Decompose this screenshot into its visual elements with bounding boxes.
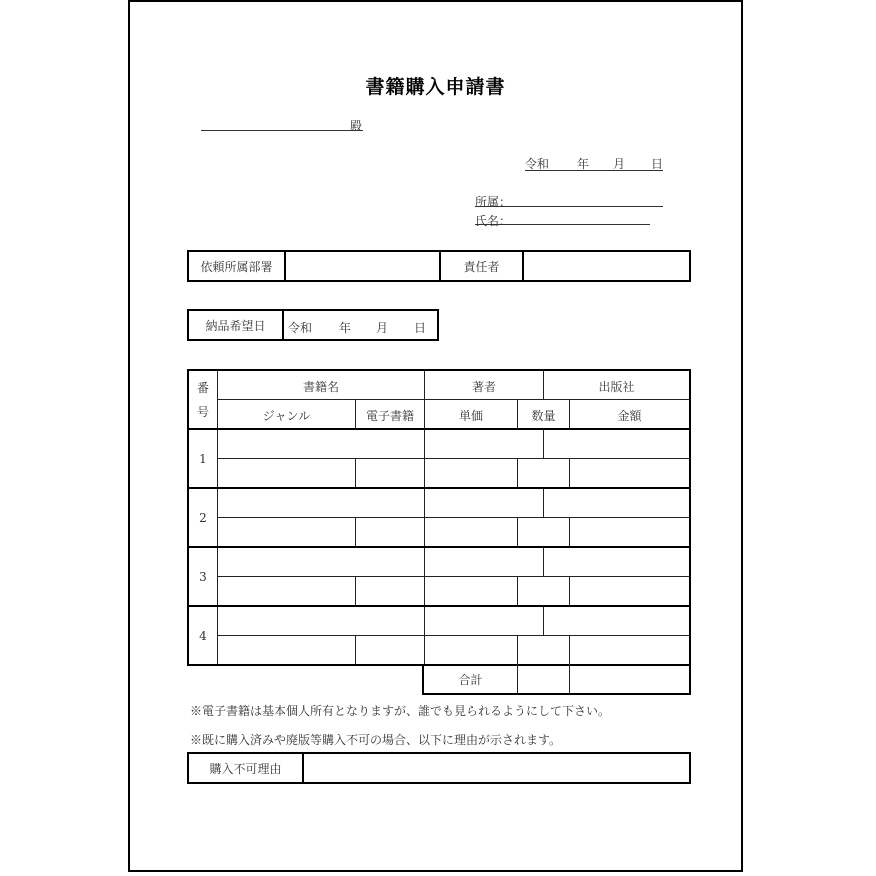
- total-label: 合計: [458, 673, 483, 687]
- header-quantity: 数量: [531, 409, 556, 423]
- header-unit-price: 単価: [458, 409, 483, 423]
- delivery-year: 年: [339, 321, 352, 335]
- row-number: 2: [199, 511, 207, 525]
- manager-label: 責任者: [440, 251, 523, 281]
- no-header-top: 番: [196, 381, 209, 395]
- books-table: [187, 369, 691, 666]
- reason-label: 購入不可理由: [188, 753, 303, 783]
- table-row: [189, 548, 689, 607]
- form-page: [128, 0, 743, 872]
- date-year: 年: [577, 157, 590, 171]
- delivery-era: 令和: [288, 321, 313, 335]
- request-dept-label: 依頼所属部署: [188, 251, 285, 281]
- header-genre: ジャンル: [262, 409, 311, 423]
- applicant-name-label: 氏名：: [475, 214, 512, 228]
- total-amount-field[interactable]: [570, 664, 689, 693]
- reason-table: [187, 752, 691, 784]
- no-header-bottom: 号: [196, 405, 209, 419]
- total-row: [422, 664, 691, 695]
- note-ebook: ※電子書籍は基本個人所有となりますが、誰でも見られるようにして下さい。: [190, 704, 611, 718]
- delivery-day: 日: [414, 321, 427, 335]
- table-row: [189, 489, 689, 548]
- delivery-table: [187, 309, 439, 341]
- request-dept-table: [187, 250, 691, 282]
- row-number: 3: [199, 570, 207, 584]
- row-number: 1: [199, 452, 207, 466]
- date-month: 月: [613, 157, 626, 171]
- table-row: [189, 607, 689, 664]
- delivery-date-field[interactable]: [283, 310, 438, 340]
- addressee-line: [201, 130, 363, 131]
- header-publisher: 出版社: [598, 380, 635, 394]
- applicant-dept-label: 所属：: [475, 195, 512, 209]
- delivery-month: 月: [376, 321, 389, 335]
- form-title: 書籍購入申請書: [365, 76, 506, 98]
- row-number: 4: [199, 629, 207, 643]
- manager-field[interactable]: [523, 251, 690, 281]
- header-book-name: 書籍名: [302, 380, 339, 394]
- applicant-name-line[interactable]: [475, 224, 650, 225]
- request-dept-field[interactable]: [285, 251, 440, 281]
- table-row: [189, 430, 689, 489]
- note-reason: ※既に購入済みや廃版等購入不可の場合、以下に理由が示されます。: [190, 733, 562, 747]
- header-ebook: 電子書籍: [365, 409, 414, 423]
- applicant-dept-line[interactable]: [475, 206, 663, 207]
- header-amount: 金額: [617, 409, 642, 423]
- date-day: 日: [651, 157, 664, 171]
- reason-field[interactable]: [303, 753, 690, 783]
- addressee-suffix: 殿: [350, 119, 363, 133]
- header-author: 著者: [471, 380, 496, 394]
- delivery-label: 納品希望日: [188, 310, 283, 340]
- application-date: [525, 155, 663, 171]
- total-quantity-field[interactable]: [518, 664, 569, 693]
- date-era: 令和: [525, 157, 550, 171]
